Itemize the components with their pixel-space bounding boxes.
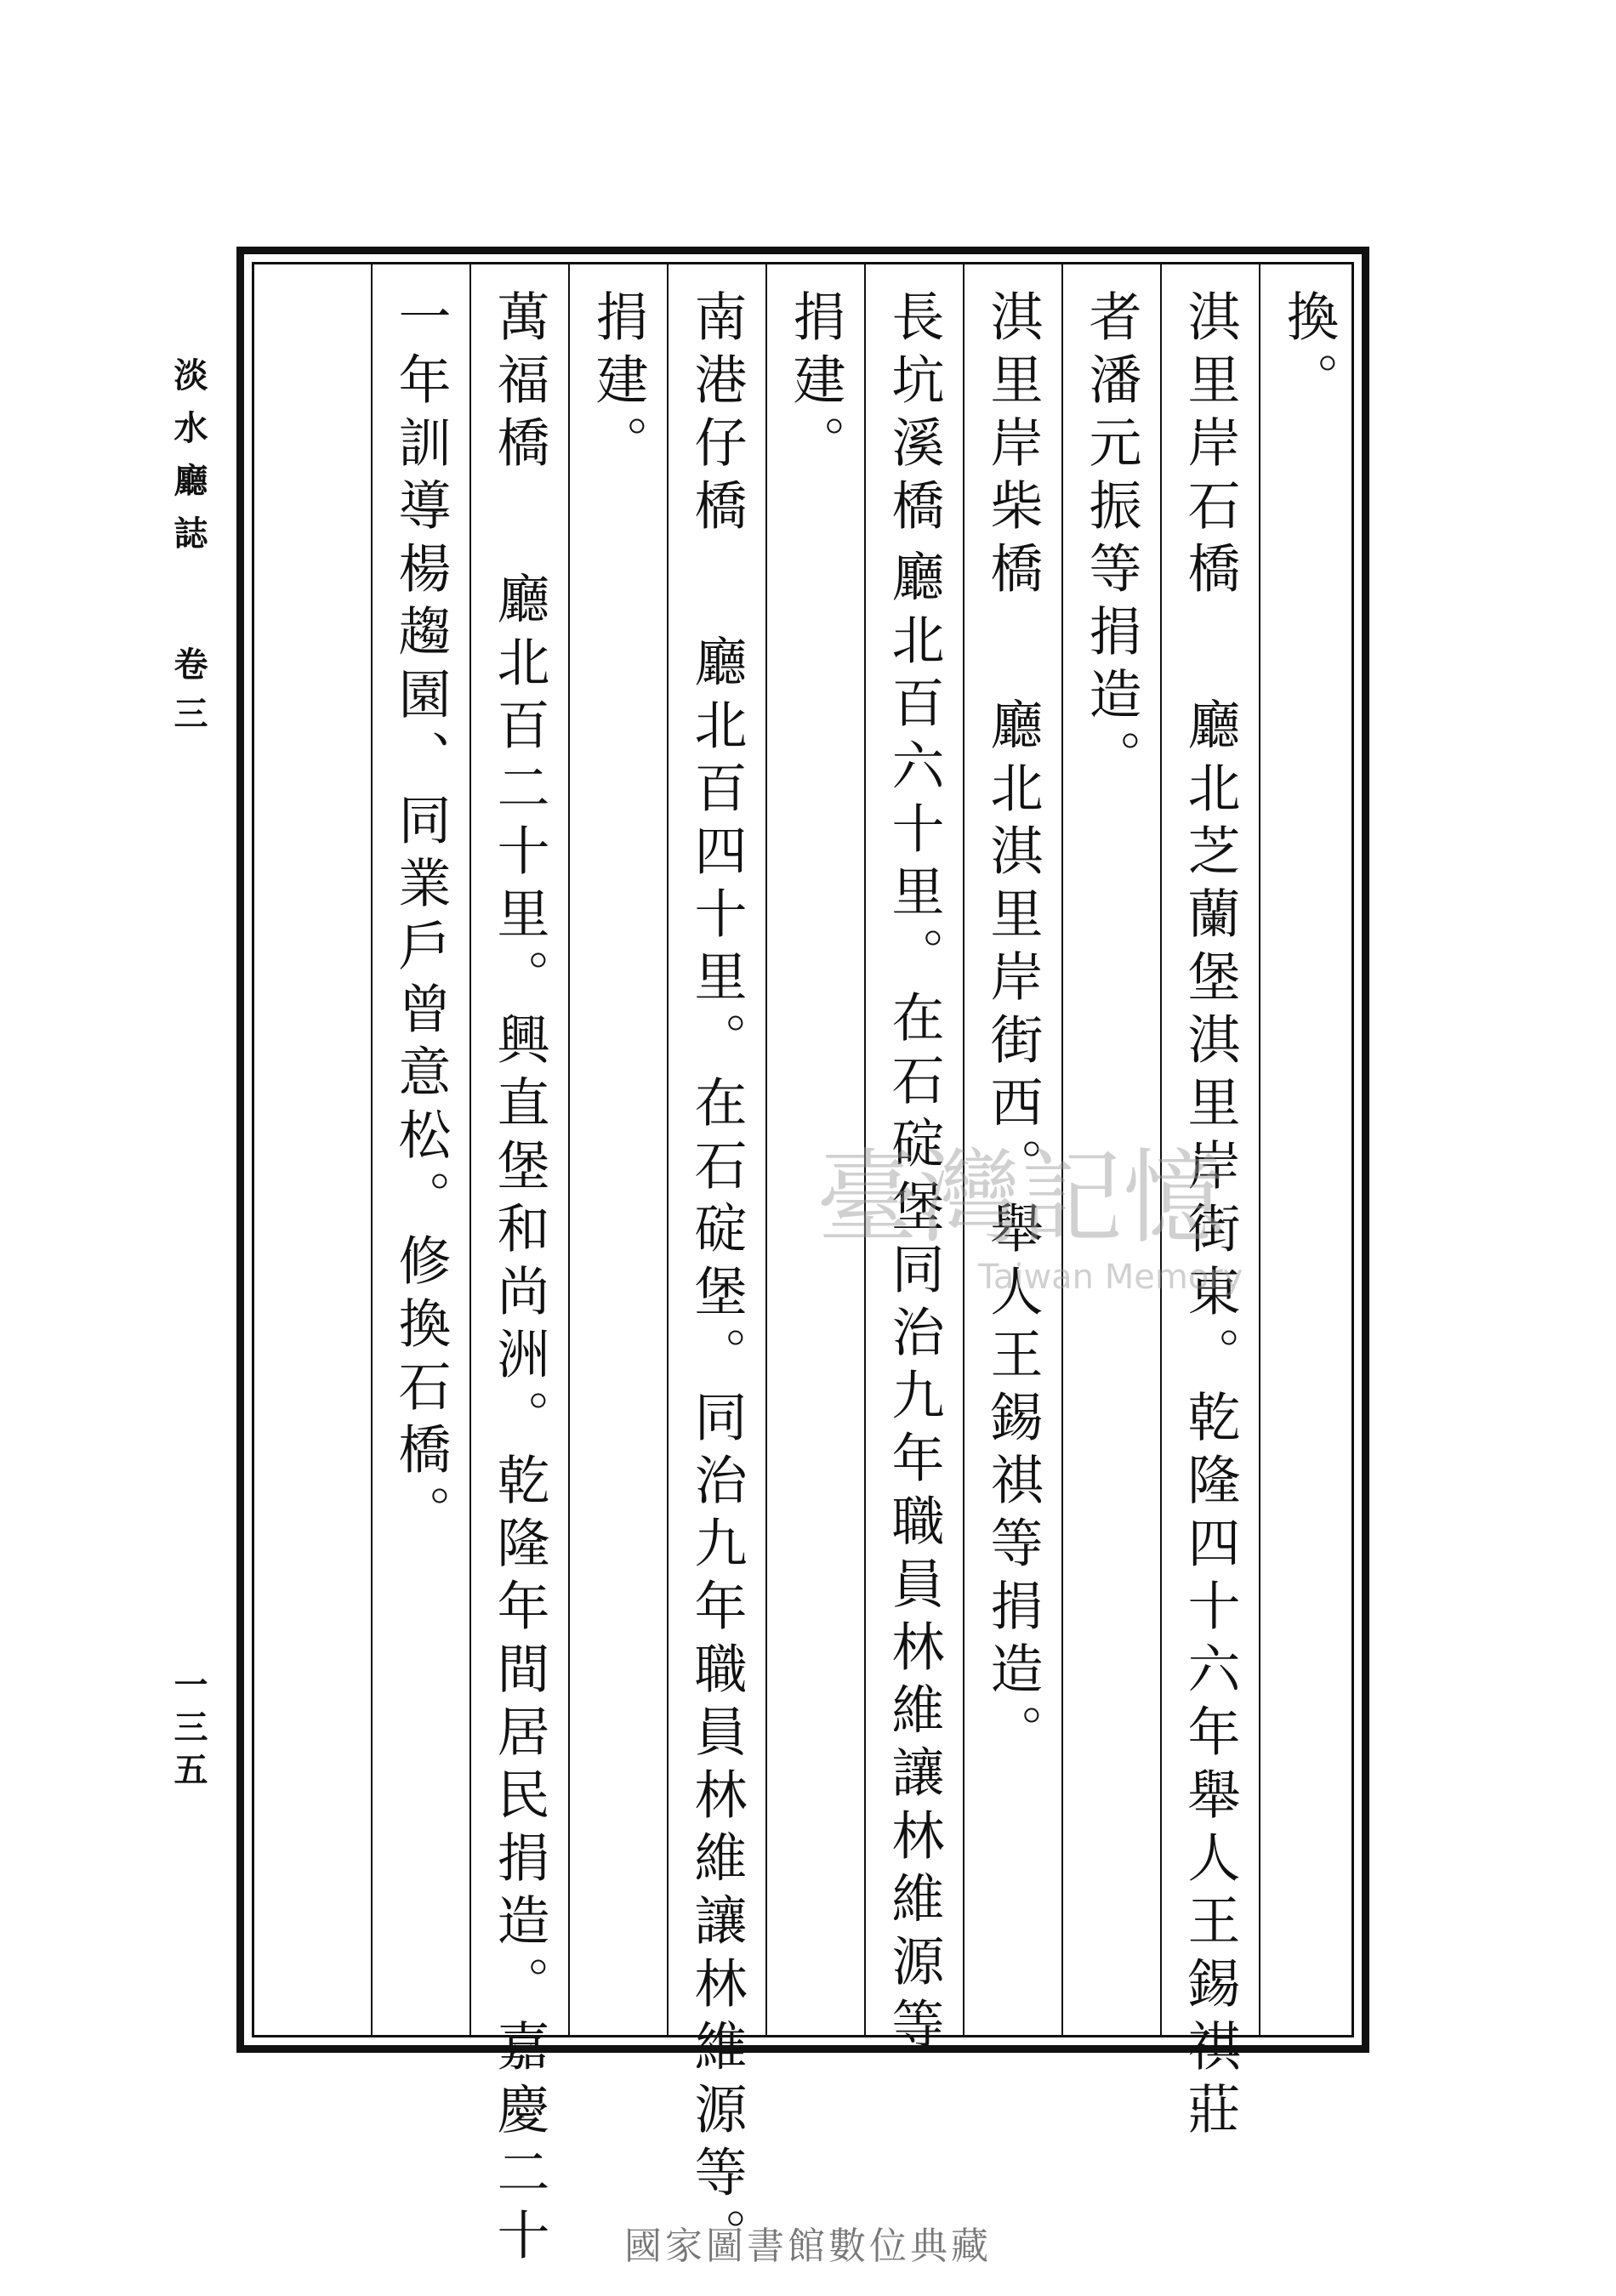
text-column-6 bbox=[768, 289, 862, 2015]
entry-body: 廳北淇里岸街西。舉人王錫祺等捐造。 bbox=[982, 697, 1044, 1767]
text-column-9 bbox=[472, 289, 566, 2270]
page-number: 一三五 bbox=[168, 1667, 208, 1794]
volume-label: 卷三 bbox=[168, 646, 208, 745]
column-text: 一年訓導楊趨園、同業戶曾意松。修換石橋。 bbox=[390, 289, 452, 1548]
column-text: 捐建。 bbox=[587, 289, 649, 478]
text-column-10 bbox=[373, 289, 467, 2015]
column-text: 者潘元振等捐造。 bbox=[1080, 289, 1142, 793]
entry-heading: 萬福橋 bbox=[488, 289, 550, 478]
column-rule bbox=[568, 262, 570, 2037]
text-column-8 bbox=[571, 289, 664, 2015]
column-rule bbox=[765, 262, 767, 2037]
text-column-4 bbox=[965, 289, 1059, 2015]
text-column-5 bbox=[867, 289, 960, 2060]
footer-credit: 國家圖書館數位典藏 bbox=[624, 2225, 992, 2268]
column-rule bbox=[1259, 262, 1260, 2037]
text-column-7 bbox=[669, 289, 763, 2270]
column-rule bbox=[667, 262, 669, 2037]
entry-heading: 淇里岸柴橋 bbox=[982, 289, 1044, 604]
book-title: 淡水廳誌 bbox=[168, 357, 208, 568]
column-rule bbox=[371, 262, 373, 2037]
column-rule bbox=[469, 262, 471, 2037]
column-rule bbox=[1160, 262, 1162, 2037]
entry-heading: 淇里岸石橋 bbox=[1179, 289, 1241, 604]
text-column-1 bbox=[1261, 289, 1355, 2015]
entry-heading: 南港仔橋 bbox=[686, 289, 748, 541]
entry-body: 廳北百六十里。在石碇堡同治九年職員林維讓林維源等 bbox=[883, 549, 945, 2060]
entry-body: 廳北芝蘭堡淇里岸街東。乾隆四十六年舉人王錫祺莊 bbox=[1179, 697, 1241, 2145]
column-text: 換。 bbox=[1277, 289, 1340, 415]
column-rule bbox=[1061, 262, 1063, 2037]
entry-body: 廳北百二十里。興直堡和尚洲。乾隆年間居民捐造。嘉慶二十 bbox=[488, 571, 550, 2270]
entry-heading: 長坑溪橋 bbox=[883, 289, 945, 541]
column-text: 捐建。 bbox=[784, 289, 846, 478]
text-column-2 bbox=[1163, 289, 1256, 2145]
text-column-3 bbox=[1064, 289, 1158, 2015]
column-rule bbox=[864, 262, 866, 2037]
watermark-text: 臺灣記憶 bbox=[817, 1139, 1225, 1258]
entry-body: 廳北百四十里。在石碇堡。同治九年職員林維讓林維源等。 bbox=[686, 634, 748, 2270]
column-rule bbox=[963, 262, 964, 2037]
watermark-subtext: Taiwan Memory bbox=[978, 1258, 1243, 1297]
